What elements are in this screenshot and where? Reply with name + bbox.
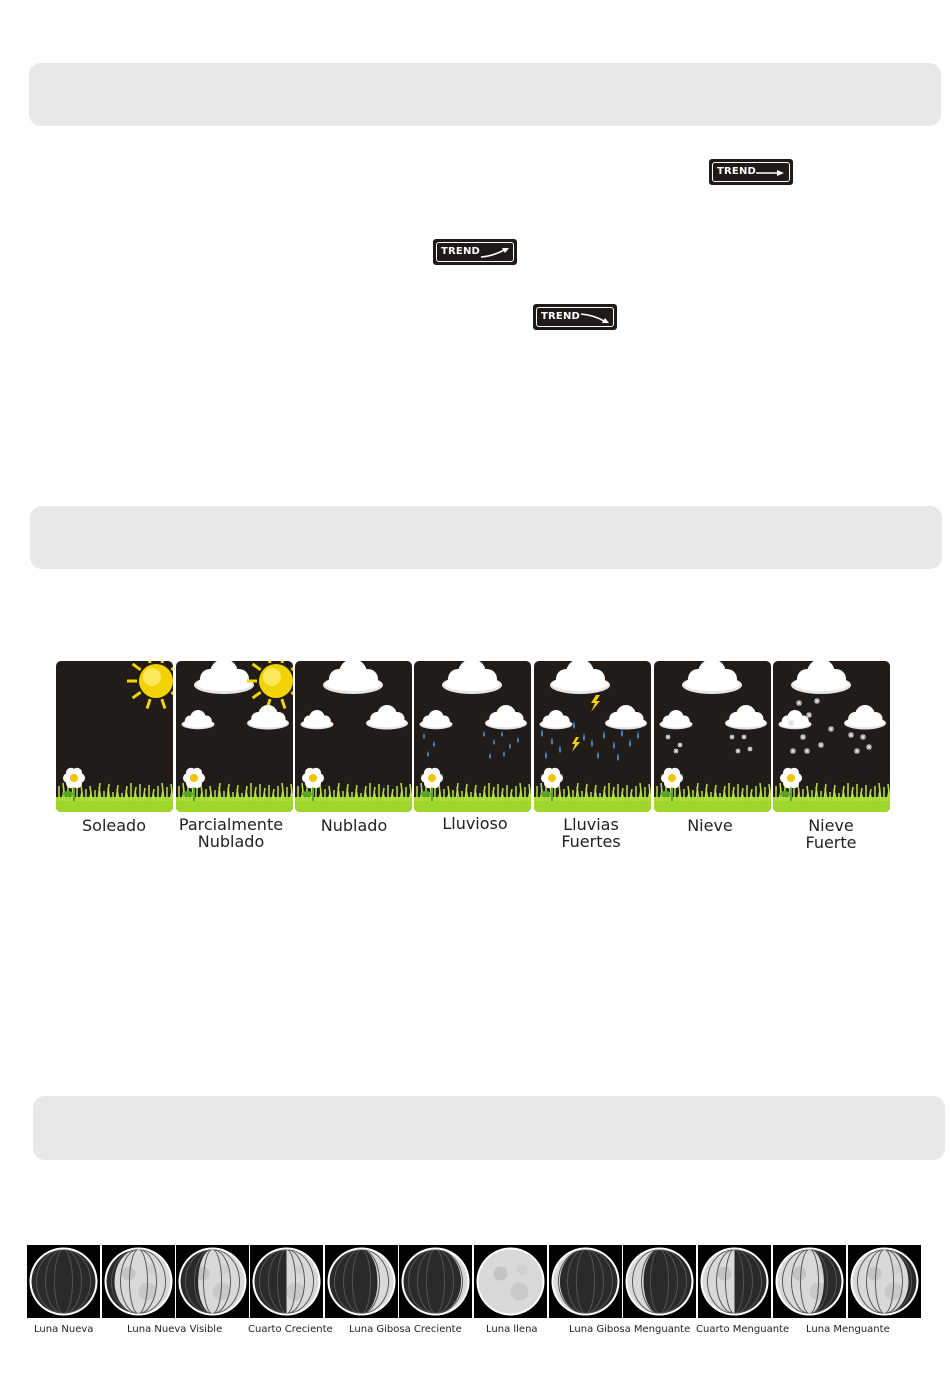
moon-label-new-moon: Luna Nueva <box>34 1324 94 1335</box>
snowflake-icon <box>674 749 679 754</box>
moon-label-last-quarter: Cuarto Menguante <box>696 1324 790 1335</box>
moon-phase-image <box>474 1245 547 1318</box>
moon-label-waning-gibbous: Luna Gibosa Menguante <box>569 1324 691 1335</box>
snowflake-icon <box>860 734 866 740</box>
snowflake-icon <box>804 748 810 754</box>
weather-label-heavy-rain: Lluvias Fuertes <box>561 815 621 851</box>
moon-phase-image <box>325 1245 398 1318</box>
moon-phase-image <box>848 1245 921 1318</box>
weather-label-partly-cloudy: Parcialmente Nublado <box>178 815 284 851</box>
snowflake-icon <box>866 744 872 750</box>
trend-falling-indicator <box>533 304 617 330</box>
moon-label-waning-moon: Luna Menguante <box>806 1324 890 1335</box>
right-arrow-icon <box>754 166 786 180</box>
weather-sunny-panel <box>56 661 173 812</box>
moon-label-full-moon: Luna llena <box>486 1324 538 1335</box>
moon-label-visible-new-moon: Luna Nueva Visible <box>127 1324 223 1335</box>
snowflake-icon <box>800 734 806 740</box>
weather-partly-cloudy-panel <box>176 661 293 812</box>
snowflake-icon <box>848 732 854 738</box>
snowflake-icon <box>678 743 683 748</box>
trend-rising-indicator <box>433 239 517 265</box>
moon-phase-image <box>27 1245 100 1318</box>
section-header-bar-3 <box>33 1096 945 1160</box>
weather-heavy-rain-panel <box>534 661 651 812</box>
moon-phase-image <box>623 1245 696 1318</box>
snowflake-icon <box>796 700 802 706</box>
weather-snow-panel <box>654 661 771 812</box>
snowflake-icon <box>854 748 860 754</box>
snowflake-icon <box>806 712 812 718</box>
snowflake-icon <box>814 698 820 704</box>
up-arrow-icon <box>478 246 510 260</box>
snowflake-icon <box>730 735 735 740</box>
snowflake-icon <box>818 742 824 748</box>
moon-phase-image <box>102 1245 175 1318</box>
moon-phase-image <box>549 1245 622 1318</box>
snowflake-icon <box>828 726 834 732</box>
moon-phase-image <box>698 1245 771 1318</box>
snowflake-icon <box>790 748 796 754</box>
weather-label-snow: Nieve <box>687 816 733 835</box>
moon-phase-image <box>250 1245 323 1318</box>
weather-label-cloudy: Nublado <box>320 816 388 835</box>
section-header-bar-1 <box>29 63 941 126</box>
moon-phase-image <box>176 1245 249 1318</box>
trend-label: TREND <box>441 246 481 257</box>
trend-label: TREND <box>541 311 581 322</box>
weather-cloudy-panel <box>295 661 412 812</box>
weather-label-rainy: Lluvioso <box>442 814 508 833</box>
snowflake-icon <box>742 735 747 740</box>
snowflake-icon <box>666 735 671 740</box>
section-header-bar-2 <box>30 506 942 569</box>
trend-steady-indicator <box>709 159 793 185</box>
moon-phase-image <box>399 1245 472 1318</box>
weather-label-heavy-snow: Nieve Fuerte <box>805 816 857 852</box>
down-arrow-icon <box>578 311 610 325</box>
weather-heavy-snow-panel <box>773 661 890 812</box>
moon-label-first-quarter: Cuarto Creciente <box>248 1324 333 1335</box>
weather-rainy-panel <box>414 661 531 812</box>
moon-label-waxing-gibbous: Luna Gibosa Creciente <box>349 1324 462 1335</box>
snowflake-icon <box>736 749 741 754</box>
snowflake-icon <box>748 747 753 752</box>
trend-label: TREND <box>717 166 757 177</box>
moon-phase-image <box>773 1245 846 1318</box>
snowflake-icon <box>788 720 794 726</box>
weather-label-sunny: Soleado <box>82 816 146 835</box>
